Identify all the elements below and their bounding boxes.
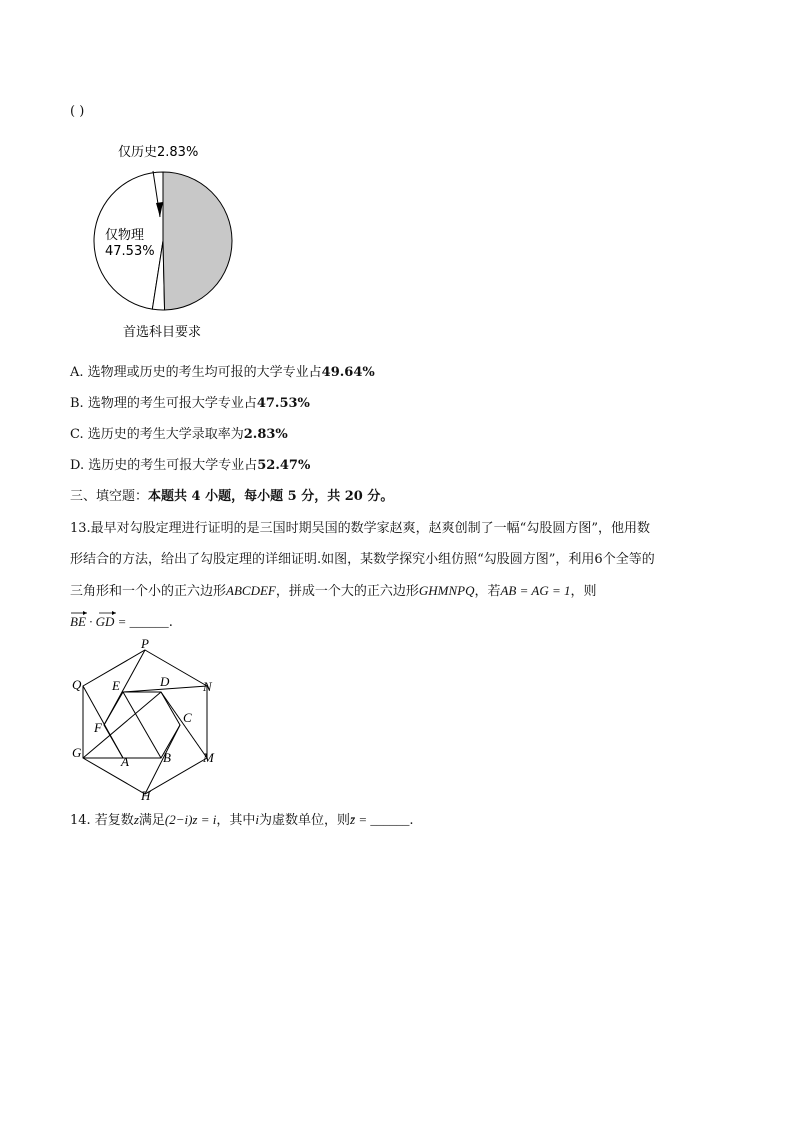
label-H: H [141,788,151,803]
label-M: M [203,750,214,765]
option-c [70,427,288,443]
q14-line [70,812,414,829]
label-physics-percent: 47.53% [105,244,155,259]
label-A: A [121,754,129,769]
q14-variable-i: i [255,812,260,827]
answer-blank: ( ) [70,104,85,119]
q13-line3 [70,583,597,600]
label-G: G [72,745,82,760]
option-b-value: 47.53% [256,396,310,411]
label-C: C [183,710,192,725]
hexagon-figure [62,636,232,806]
q13-line2: 形结合的方法，给出了勾股定理的详细证明.如图，某数学探究小组仿照“勾股圆方图”，利用6个全等的 [70,552,655,567]
large-hexagon-name: GHMNPQ [418,583,475,598]
label-N: N [203,679,212,694]
q14-text-d: 为虚数单位，则 [259,813,351,828]
option-d-value: 52.47% [257,458,311,473]
option-c-value: 2.83% [243,427,288,442]
label-B: B [163,750,171,765]
q14-variable-z: z [133,812,139,827]
label-D: D [160,674,170,689]
option-a-text: A. 选物理或历史的考生均可报的大学专业占 [70,365,322,380]
q14-conjugate: z̄ [350,812,356,827]
label-history: 仅历史2.83% [118,145,199,160]
section-instructions: 本题共 4 小题，每小题 5 分，共 20 分。 [148,489,394,504]
option-b-text: B. 选物理的考生可报大学专业占 [70,396,257,411]
label-F: F [94,720,102,735]
q13-text-b: ，拼成一个大的正六边形 [275,584,419,599]
label-Q: Q [72,677,82,692]
section-title: 三、填空题： [70,489,149,504]
q13-text-c: ，若 [474,584,501,599]
section-heading [70,489,393,505]
q13-period: . [168,615,173,630]
vector-arrows [70,609,130,617]
small-hexagon-name: ABCDEF [226,583,276,598]
q13-text-d: ，则 [570,584,597,599]
option-d-text: D. 选历史的考生可报大学专业占 [70,458,258,473]
label-E: E [112,678,120,693]
pie-caption: 首选科目要求 [123,325,202,340]
q14-text-b: 满足 [138,813,165,828]
pie-chart [60,135,280,350]
option-a [70,365,375,381]
q14-blank: = ______ [355,812,410,827]
q14-text-c: ，其中 [216,813,256,828]
q13-line1: 13.最早对勾股定理进行证明的是三国时期吴国的数学家赵爽，赵爽创制了一幅“勾股圆方图”，他用数 [70,521,650,536]
q14-text-a: 14. 若复数 [70,813,134,828]
q13-text-a: 三角形和一个小的正六边形 [70,584,227,599]
q14-period: . [409,813,414,828]
option-d [70,458,310,474]
label-P: P [141,636,149,651]
q14-equation: (2−i)z = i [164,812,217,827]
option-b [70,396,310,412]
q13-condition: AB = AG = 1 [500,583,571,598]
q13-expression: BE · GD = ______ [70,614,169,629]
label-physics-name: 仅物理 [105,228,145,243]
pie-slice-other [163,172,232,310]
option-c-text: C. 选历史的考生大学录取率为 [70,427,244,442]
option-a-value: 49.64% [321,365,375,380]
